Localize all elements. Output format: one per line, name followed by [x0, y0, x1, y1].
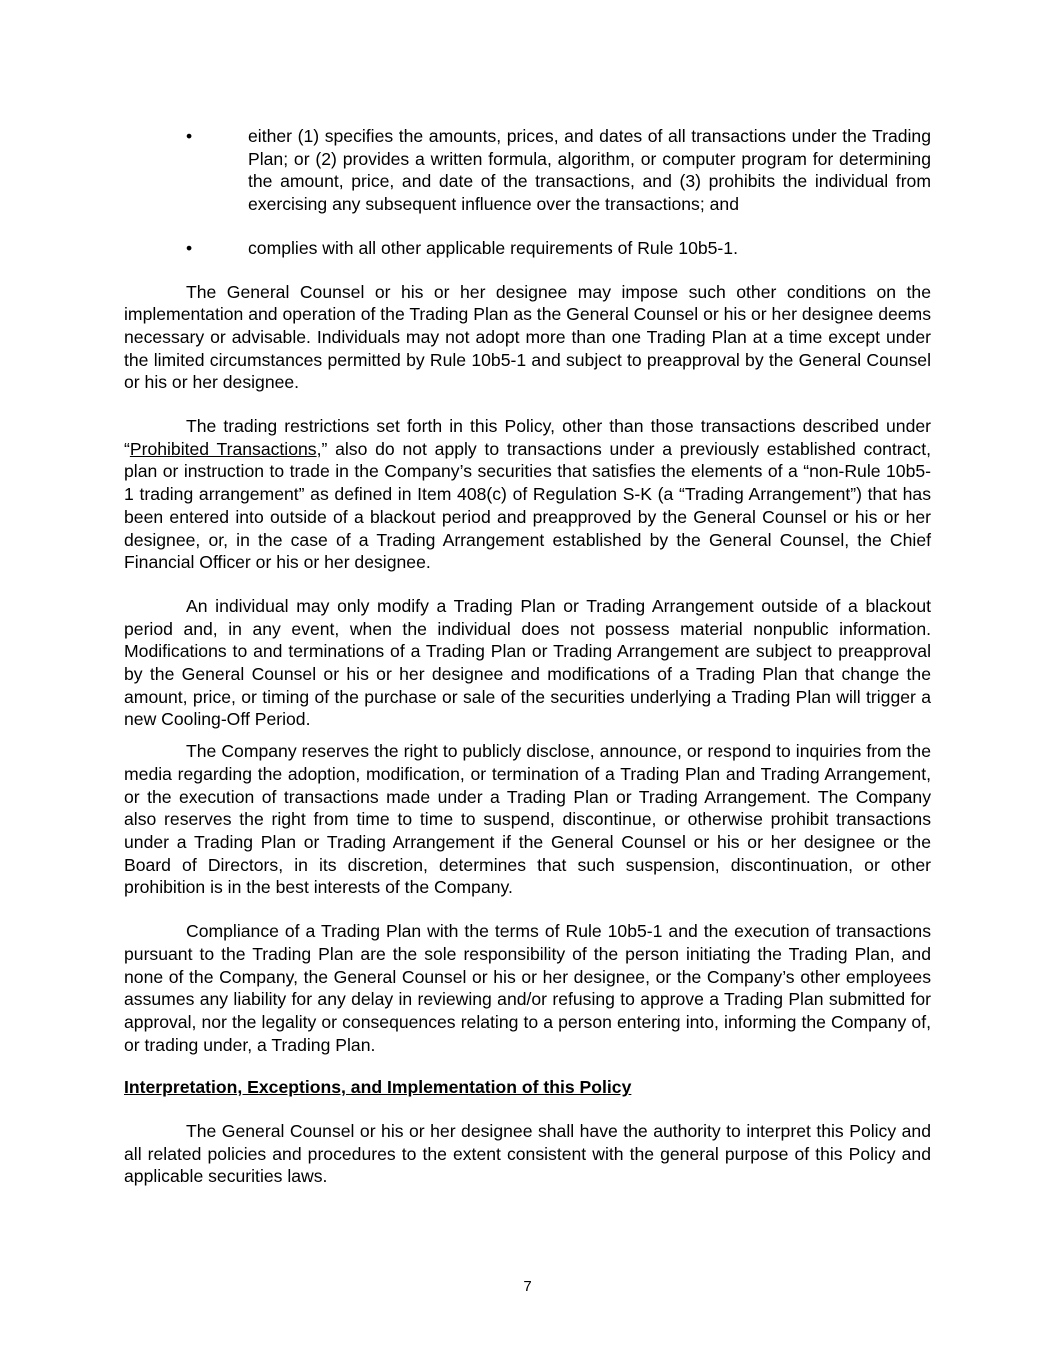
- paragraph-interpretation: The General Counsel or his or her designee shall have the authority to interpret this Policy and all related policies and procedures to the extent consistent with the general purpose of this Policy and applicable securities laws.: [124, 1121, 931, 1187]
- bullet-text: complies with all other applicable requirements of Rule 10b5-1.: [248, 237, 738, 258]
- bullet-item-complies: [124, 237, 931, 260]
- paragraph-trading-arrangement: [124, 415, 931, 574]
- paragraph-modification: An individual may only modify a Trading Plan or Trading Arrangement outside of a blackout period and, in any event, when the individual does not possess material nonpublic information. Modifications to and terminations of a Trading Plan or Trading Arrangement are subject to preapproval by the General Counsel or his or her designee and modifications of a Trading Plan that change the amount, price, or timing of the purchase or sale of the securities underlying a Trading Plan will trigger a new Cooling-Off Period.: [124, 595, 931, 730]
- bullet-icon: •: [186, 237, 193, 258]
- paragraph-text: ,” also do not apply to transactions under a previously established contract, plan or instruction to trade in the Company’s securities that satisfies the elements of a “non-Rule 10b5-1 trading arrangement” as defined in Item 408(c) of Regulation S-K (a “Trading Arrangement”) that has been entered into outside of a blackout period and preapproved by the General Counsel or his or her designee, or, in the case of a Trading Arrangement established by the General Counsel, the Chief Financial Officer or his or her designee.: [124, 438, 931, 573]
- paragraph-text: The trading restrictions set forth in this Policy, other than those transactions described under “: [124, 416, 931, 459]
- document-page: [124, 125, 931, 1188]
- section-heading: Interpretation, Exceptions, and Implementation of this Policy: [124, 1077, 632, 1098]
- page-number: 7: [523, 1278, 532, 1295]
- paragraph-compliance: Compliance of a Trading Plan with the terms of Rule 10b5-1 and the execution of transactions pursuant to the Trading Plan are the sole responsibility of the person initiating the Trading Plan, and none of the Company, the General Counsel or his or her designee, or the Company’s other employees assumes any liability for any delay in reviewing and/or refusing to approve a Trading Plan submitted for approval, nor the legality or consequences relating to a person entering into, informing the Company of, or trading under, a Trading Plan.: [124, 921, 931, 1055]
- prohibited-transactions-reference: Prohibited Transactions: [129, 438, 317, 459]
- bullet-text: either (1) specifies the amounts, prices, and dates of all transactions under the Trading Plan; or (2) provides a written formula, algorithm, or computer program for determining the amount, price, and date of the transactions, and (3) prohibits the individual from exercising any subsequent influence over the transactions; and: [248, 126, 931, 215]
- paragraph-disclosure: The Company reserves the right to publicly disclose, announce, or respond to inquiries from the media regarding the adoption, modification, or termination of a Trading Plan and Trading Arrangement, or the execution of transactions made under a Trading Plan or Trading Arrangement. The Company also reserves the right from time to time to suspend, discontinue, or otherwise prohibit transactions under a Trading Plan or Trading Arrangement if the General Counsel or his or her designee or the Board of Directors, in its discretion, determines that such suspension, discontinuation, or other prohibition is in the best interests of the Company.: [124, 741, 931, 898]
- bullet-icon: •: [186, 126, 193, 146]
- bullet-item-formula: [124, 125, 931, 216]
- paragraph-conditions: The General Counsel or his or her designee may impose such other conditions on the implementation and operation of the Trading Plan as the General Counsel or his or her designee deems necessary or advisable. Individuals may not adopt more than one Trading Plan at a time except under the limited circumstances permitted by Rule 10b5-1 and subject to preapproval by the General Counsel or his or her designee.: [124, 281, 931, 393]
